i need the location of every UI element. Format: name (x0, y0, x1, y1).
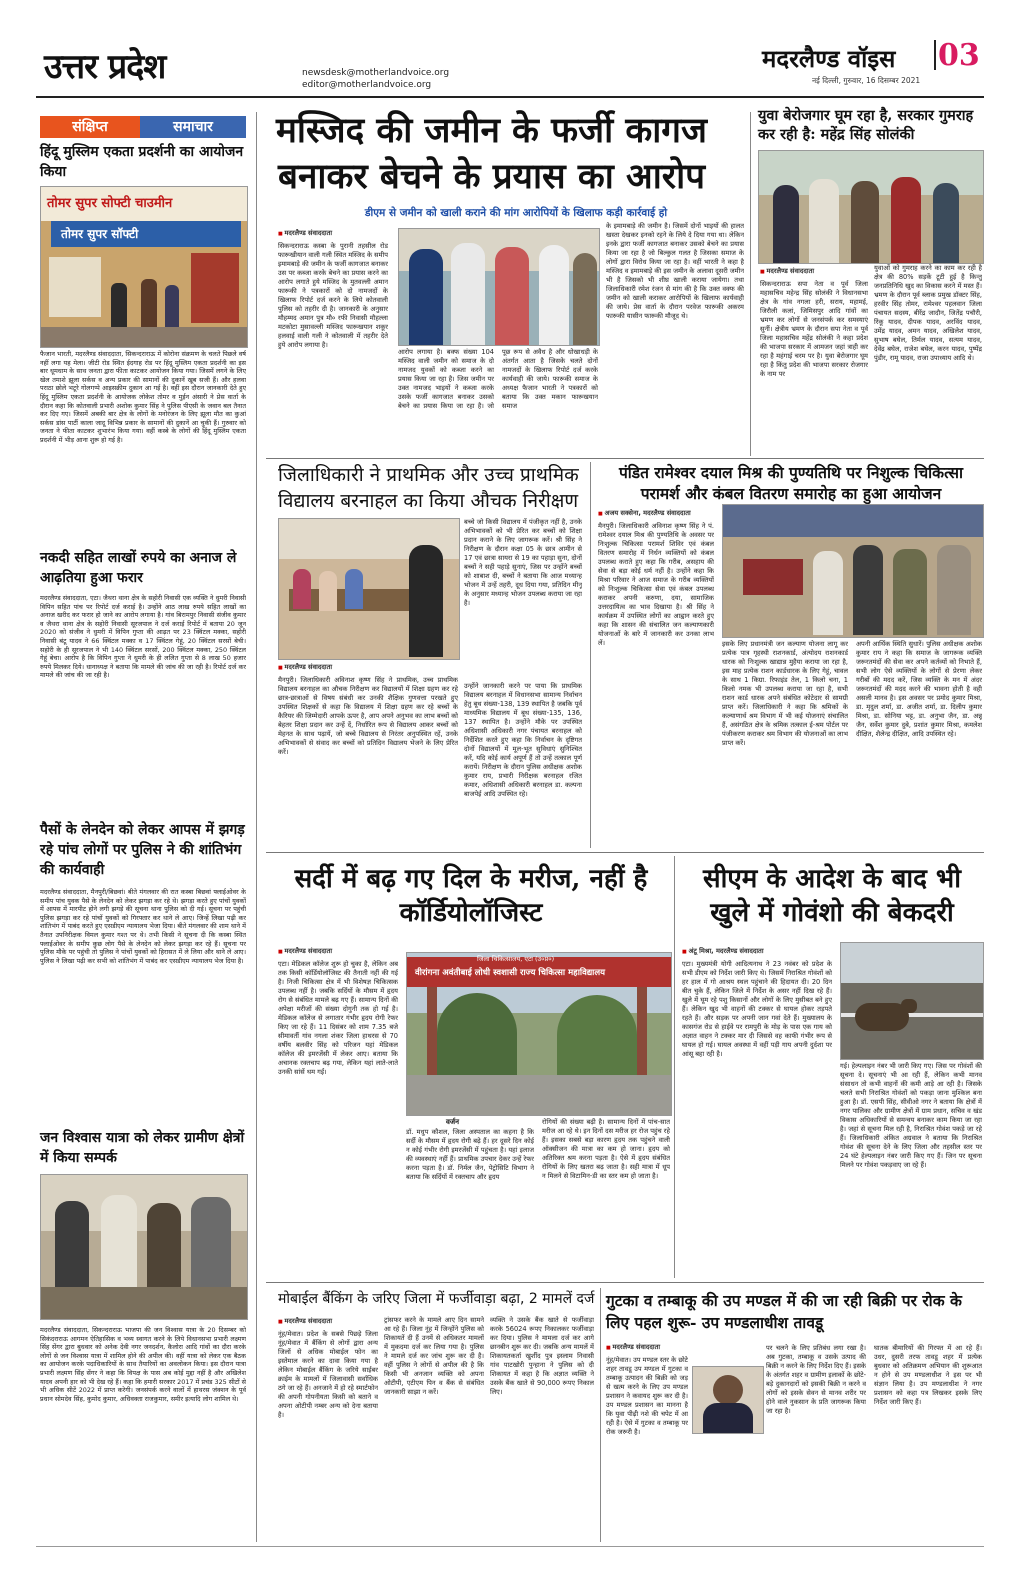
pandit-col2: इसके लिए प्रधानमंत्री जन कल्याण योजना लागू कर प्रत्येक पात्र गृहस्थी राशनकार्ड, अंत्योदय राशनकार्ड धारक को निःशुल्क खाद्यान्न मुहैया कराया जा रहा है, इस माह प्रत्येक राशन कार्डधारक के लिए गेहूं, चावल के साथ 1 किग्रा. रिफाइंड तेल, 1 किलो चना, 1 किलो नमक भी उपलब्ध कराया जा रहा है, सभी राशन कार्ड धारक अपने संबंधित कोटेदार से सामग्री प्राप्त करें। जिलाधिकारी ने कहा कि श्रमिकों के कल्याणार्थ श्रम विभाग में भी कई योजनाएं संचालित हैं, असंगठित क्षेत्र के श्रमिक तत्काल ई-श्रम पोर्टल पर पंजीकरण कराकर श्रम विभाग की योजनाओं का लाभ प्राप्त करें। (722, 640, 848, 747)
cow-col1: एटा। मुख्यमंत्री योगी आदित्यनाथ ने 23 नवंबर को प्रदेश के सभी डीएम को निर्देश जारी किए थे। जिसमें निराश्रित गोवंशों को हर हाल में गो आश्रय स्थल पहुंचाने की हिदायत दी। 20 दिन बीत चुके हैं, लेकिन जिले में निर्देश के असर नहीं दिख रहे हैं। खुले में घूम रहे पशु किसानों और लोगों के लिए मुसीबत बने हुए हैं। लेकिन खुद भी वाहनों की टक्कर से घायल होकर तड़पते रहते हैं। और सड़क पर अपनी जान गवां देते हैं। मुख्यालय के कासगंज रोड से हाईवे पर रामपुरी के मोड़ के पास एक गाय को अज्ञात वाहन ने टक्कर मार दी जिससे वह काफी गंभीर रूप से घायल हो गई। घायल अवस्था में वहीं पड़ी गाय अपनी दुर्दशा पर आंसू बहा रही है। (682, 960, 832, 1058)
mid-rule-1 (266, 458, 984, 459)
lead-photo (398, 228, 600, 346)
footer-rule (36, 1546, 984, 1547)
gutka-photo (692, 1366, 764, 1434)
cow-photo (840, 942, 984, 1060)
header-rule (36, 96, 984, 98)
brief-2-text: मदरलैण्ड संवाददाता, एटा। जैथरा थाना क्षेत्र के सहोरी निवासी एक व्यक्ति ने धुमरी निवासी विपिन सहित पांच पर रिपोर्ट दर्ज कराई है। उन्होंने आठ लाख रुपये सहित लाखों का अनाज खरीद कर फरार हो जाने का आरोप लगाया है। गांव बिरामपुर निवासी संजीव कुमार व जैथरा थाना क्षेत्र के सहोरी निवासी सूरजपाल ने दर्ज कराई रिपोर्ट में बताया 20 जून 2020 को संजीव ने धुमरी में विपिन गुप्ता की आढ़त पर 23 क्विंटल मक्का, सहोरी निवासी बंटू यादव ने 66 क्विंटल मक्का व 17 क्विंटल गेहूं, 20 क्विंटल सरसों बेची। सहोरी के ही सूरजपाल ने भी 140 क्विंटल सरसों, 200 क्विंटल मक्का, 250 क्विंटल गेहूं बेचा। आरोप है कि विपिन गुप्ता ने धुमरी के ही ललित गुप्ता से 8 लाख 50 हजार रुपये मिलकर दिये। धानाध्यक्ष ने बताया कि मामले की जांच की जा रही है। रिपोर्ट दर्ज कर मामले की जांच की जा रही है। (40, 594, 246, 680)
pandit-col3: अपनी आर्थिक स्थिति सुधारें। पुलिस अधीक्षक अशोक कुमार राय ने कहा कि समाज के जागरूक व्यक्ति जरूरतमंदों की सेवा कर अपने कर्तव्यों को निभाते हैं, सभी लोग ऐसे व्यक्तियों के लोगों से प्रेरणा लेकर गरीबों की मदद करें, जिस व्यक्ति के मन में अंदर जरूरतमंदों की मदद करने की भावना होती है वही असली मानव है। इस अवसर पर प्रमोद कुमार मिश्रा, डा. मृदुल शर्मा, डा. अजीत शर्मा, डा. दिलीप कुमार मिश्रा, डा. सोनिया भट्ट, डा. अनुभा जैन, डा. अन्नू जैन, सर्वेश कुमार दुबे, प्रशांत कुमार मिश्रा, कमलेश दीक्षित, शैलेन्द्र दीक्षित, आदि उपस्थित रहे। (856, 640, 982, 738)
brief-4-title: जन विश्वास यात्रा को लेकर ग्रामीण क्षेत्रों में किया सम्पर्क (40, 1130, 245, 1166)
brief-3-text: मदरलैण्ड संवाददाता, मैनपुरी/बिछवां। बीते मंगलवार की रात कस्बा बिछवां फ्लाईओवर के समीप पांच युवक पैसे के लेनदेन को लेकर झगड़ा कर रहे थे। झगड़ा करते हुए पांचों युवकों में आपस में मारपीट होने लगी झगड़े की सूचना थाना पुलिस को दी गई। सूचना पर पहुंची पुलिस झगड़ा कर रहे पांचों युवकों को गिरफ्तार कर थाने ले आए। जिन्हें लिखा पढ़ी कर शांतिभंग में पाबंद करते हुए एसडीएम न्यायालय भेजा दिया। बीते मंगलवार की शाम थाने में तैनात उपनिरीक्षक विमल कुमार गश्त पर थे। तभी किसी ने सूचना दी कि कस्बा स्थित फ्लाईओवर के समीप कुछ लोग पैसे के लेनदेन को लेकर झगड़ा कर रहे हैं। सूचना पर पुलिस मौके पर पहुंची तो पुलिस ने पांचों युवकों को हिरासत में ले लिया और थाने ले आए। पुलिस ने लिखा पढ़ी कर सभी को शांतिभंग में पाबंद कर एसडीएम न्यायालय भेज दिया है। (40, 888, 246, 965)
heart-divider (674, 856, 675, 1278)
section-title: उत्तर प्रदेश (44, 47, 166, 87)
hospital-sign-top: जिला चिकित्सालय, एटा (उ०प्र०) (477, 955, 555, 963)
lead-col2: आरोप लगाया है। बक्फ संख्या 104 मस्जिद वाली जमीन को समाज के दो नामजद युवकों को कब्जा करने का प्रयास किया जा रहा है। जिस जमीन पर उक्त नामजद भाइयों ने कब्जा करके उसके फर्जी कागजात बनाकर उसको बेचने का प्रयास किया जा रहा है। जो पूछ रूप से अवैध है और धोखाधड़ी के अंतर्गत आता है जिसके चलते दोनों नामजदों के खिलाफ रिपोर्ट दर्ज करके कार्यवाही की जाये। फारूकी समाज के अध्यक्ष फैजान भारती ने पत्रकारों को बताया कि उक्त मकान फारूखयान समाज (398, 348, 598, 410)
heart-photo (406, 952, 672, 1116)
stall-sign-1: तोमर सुपर सोफ्टी चाउमीन (47, 196, 173, 211)
gutka-col1: नूंह/मेवात। उप मण्डल स्तर के छोटे शहर तावडू उप मण्डल में गुटका व तम्बाकू उत्पादन की बिक्री को जड़ से खत्म करने के लिए उप मण्डल प्रशासन ने कवायद शुरू कर दी है। उप मण्डल प्रशासन का मानना है कि युवा पीढ़ी नशे की चपेट में आ रही है। ऐसे में गुटका व तम्बाकू पर रोक जरूरी है। (606, 1356, 688, 1436)
brief-2-title: नकदी सहित लाखों रुपये का अनाज ले आढ़तिया हुआ फरार (40, 550, 237, 586)
lead-col1: सिकन्दराराऊ कस्बा के पुरानी तहसील रोड फारूखीयान वाली गली स्थित मस्जिद के समीप इमामबाड़े की जमीन के फर्जी कागजात बनाकर उस पर कब्जा करके बेचने का प्रयास करने का आरोप लगाते हुये मस्जिद के मुतवल्ली अमान फारूकी ने पत्रकारों को दो नामजदों के खिलाफ रिपोर्ट दर्ज करने के लिये कोतवाली पुलिस को तहरीर दी है। जानकारी के अनुसार मौहम्मद अमान पुत्र मौ० रफी निवासी मौहल्ला मटकोटा मुसावल्ली मस्जिद फारूखयान शकूर हलवाई वाली गली ने कोतवाली में तहरीर देते हुये आरोप लगाया है। (278, 242, 388, 349)
lead-col3: के इमामबाड़े की जमीन है। जिसमें दोनों भाइयों की हालत खस्ता देखकर इनको रहने के लिये दे दिया गया था। लेकिन इनके द्वारा फर्जी कागजात बनाकर उसको बेचने का प्रयास किया जा रहा है जो बिल्कुल गलत है जिसका समाज के लोगों द्वारा विरोध किया जा रहा है। वहीं भारती ने कहा है मस्जिद व इमामबाड़े की इस जमीन के अलावा दूसरी जमीन भी है जिसको भी शीघ्र खाली कराया जायेगा। तथा जिलाधिकारी रमेश रंजन से मांग की है कि उक्त वक्फ की जमीन को खाली कराकर आरोपियों के खिलाफ कार्यवाही की जाये। प्रेस वार्ता के दौरान परवेज फारूकी अकरम फारूकी यासीन फारूकी मौजूद थे। (606, 222, 744, 320)
heart-col2: डॉ. मधुप कौशल, जिला अस्पताल का कहना है कि सर्दी के मौसम में हृदय रोगी बढ़े हैं। हर दूसरे दिन कोई न कोई गंभीर रोगी इमरजेंसी में पहुंचता है। यहां इलाज की व्यवस्थाएं नहीं हैं। प्राथमिक उपचार देकर उन्हें रेफर करना पड़ता है। डॉ. निर्मल जैन, पेट्रोसिटि विभाग ने बताया कि सर्दियों में रक्तचाप और हृदय (406, 1128, 534, 1181)
dm-divider (590, 462, 591, 848)
brand-divider (934, 40, 936, 70)
pandit-col1: मैनपुरी। जिलाधिकारी अविनाश कृष्ण सिंह ने पं. रामेश्वर दयाल मिश्र की पुण्यतिथि के अवसर पर निःशुल्क चिकित्सा परामर्श शिविर एवं कंबल वितरण समारोह में निर्धन व्यक्तियों को कंबल उपलब्ध कराते हुए कहा कि गरीब, असहाय की सेवा से बड़ा कोई धर्म नहीं है। उन्होंने कहा कि मिश्रा परिवार ने आज समाज के गरीब व्यक्तियों को निःशुल्क चिकित्सा सेवा एवं कंबल उपलब्ध कराकर अपनी करुणा, दया, सामाजिक उत्तरदायित्व का भाव दिखाया है। श्री सिंह ने कार्यक्रम में उपस्थित लोगों का आह्वान करते हुए कहा कि शासन की संचालित जन कल्याणकारी योजनाओं के बारे में जानकारी कर उनका लाभ लें। (598, 522, 714, 647)
sidebar-divider (256, 112, 257, 1542)
fraud-title: मोबाईल बैंकिंग के जरिए जिला में फर्जीवाड़ा बढ़ा, 2 मामलें दर्ज (278, 1291, 595, 1307)
cow-title: सीएम के आदेश के बाद भी खुले में गोवंशो की बेकदरी (703, 864, 961, 928)
dm-byline: ■ मदरलैण्ड संवाददाता (278, 662, 458, 671)
brief-4-photo (40, 1174, 248, 1320)
right-top-title: युवा बेरोजगार घूम रहा है, सरकार गुमराह कर रही है: महेंद्र सिंह सोलंकी (758, 107, 974, 143)
pandit-title: पंडित रामेश्वर दयाल मिश्र की पुण्यतिथि पर निशुल्क चिकित्सा परामर्श और कंबल वितरण समारोह का हुआ आयोजन (618, 463, 964, 503)
pandit-byline: ■ अजय सक्सेना, मदरलैण्ड संवाददाता (598, 508, 714, 517)
brief-1-text: फैजान भारती, मदरलैण्ड संवाददाता, सिकन्दराराऊ में कोरोना संक्रमण के चलते पिछले वर्ष नहीं लगा यह मेला। जीटी रोड स्थित ईदगाह रोड पर हिंदू मुस्लिम एकता प्रदर्शनी का इस बार धूमधाम के साथ जनता द्वारा फीता काटकर आयोजन किया गया। जिसमें लगने के लिए खेल तमाशे झूला सर्कस व अन्य प्रकार की सामानों की दुकानें खूब सजी हैं। और हलवा पराठा छोले भटूरे गोलगप्पे आइसक्रीम दुकान आ गई है। वहीं इस दौरान जानकारी देते हुए हिंदू मुस्लिम एकता प्रदर्शनी के आयोजक लोकेश तोमर व मुईन अंसारी ने प्रेस वार्ता के दौरान कहा कि कोतवाली प्रभारी अशोक कुमार सिंह ने पुलिस पीएसी के जवान बल तैनात कर दिए गए। जिसमें अबकी बार क्षेत्र के लोगों के मनोरंजन के लिए झूला मौत का कुआं सर्कस डांस पार्टी काला जादू विभिन्न प्रकार के सामानों की दुकानें आ चुकी हैं। गुरुवार को जनता ने फीता काटकर शुभारंभ किया गया। वहीं कस्बे के लोगों की हिंदू मुस्लिम एकता प्रदर्शनी में भीड़ आना शुरू हो गई है। (40, 350, 246, 444)
dm-col-top: बच्चे जो किसी विद्यालय में पंजीकृत नहीं है, उनके अभिभावकों को भी प्रेरित कर बच्चों को शिक्षा प्रदान कराने के लिए जागरूक करें। श्री सिंह ने निरीक्षण के दौरान कक्षा 05 के छात्र आमीन से 17 एवं छात्रा सायरा से 19 का पहाड़ा सुना, दोनों बच्चों ने सही पहाड़े सुनाएं, जिस पर उन्होंने बच्चों को शाबाश दी, बच्चों ने बताया कि आज मध्यान्ह भोजन में उन्हें तहरी, दूध दिया गया, प्रतिदिन मीनू के अनुसार मध्यान्ह भोजन उपलब्ध कराया जा रहा है। (464, 518, 582, 607)
cow-byline: ■ अंटू मिश्रा, मदरलैण्ड संवाददाता (682, 946, 832, 955)
right-top-col2: युवाओं को गुमराह करने का काम कर रही है क्षेत्र की 80% सड़कें टूटी हुई है किन्तु जनप्रतिनिधि खुद का विकास करने में मस्त हैं। भ्रमण के दौरान पूर्व ब्लाक प्रमुख डॉक्टर सिंह, हरवीर सिंह तोमर, रामेश्वर पहलवान जिला पंचायत सदस्य, बीरेंद्र जादौन, जितेंद्र पचौरी, रिंकू यादव, दीपक यादव, अरविंद यादव, उमेंद्र यादव, अमन यादव, अखिलेश यादव, सुभाष बघेल, तिर्मल यादव, सत्यम यादव, देवेंद्र बघेल, राजेश बघेल, करन यादव, पुष्पेंद्र पुंडीर, रामू यादव, राजा उपाध्याय आदि थे। (874, 264, 982, 362)
mid-rule-2 (266, 852, 984, 853)
dm-col-bottom: उन्होंने जानकारी करने पर पाया कि प्राथमिक विद्यालय बरनाहल में विधानसभा सामान्य निर्वाचन हेतु बूथ संख्या-138, 139 स्थापित है जबकि पूर्व माध्यमिक विद्यालय में बूथ संख्या-135, 136, 137 स्थापित है। उन्होंने मौके पर उपस्थित अधिशासी अधिकारी नगर पंचायत बरनाहल को निर्देशित करते हुए कहा कि निर्वाचन के दृष्टिगत दोनों विद्यालयों में मूल-भूत सुविधाएं सुनिश्चित करें, यदि कोई कार्य अपूर्ण हैं तो उन्हें तत्काल पूर्ण करायें। निरीक्षण के दौरान पुलिस अधीक्षक अशोक कुमार राय, प्रभारी निरीक्षक बरनाहल रजित कमार, अधिशासी अधिकारी बरनाहल डा. कल्पना बाजपेई आदि उपस्थित रहे। (464, 682, 582, 798)
gutka-col2: पर चलने के लिए प्रतिबंध लगा रखा है। अब गुटका, तम्बाकू व उसके उत्पाद की बिक्री न करने के लिए निर्देश दिए हैं। इसके के अंतर्गत शहर व ग्रामीण इलाकों के छोटे-बड़े दुकानदारों को इसकी बिक्री न करने व लोगों को इसके सेवन से मानव शरीर पर होने वाले नुकसान के प्रति जागरूक किया जा रहा है। (766, 1344, 866, 1415)
email-newsdesk[interactable]: newsdesk@motherlandvoice.org (302, 68, 450, 78)
hospital-sign: वीरांगना अवंतीबाई लोधी स्वशासी राज्य चिकित्सा महाविद्यालय (415, 968, 606, 978)
stall-sign-2: तोमर सुपर सॉफ्टी (61, 227, 139, 241)
dm-photo (278, 518, 460, 660)
lead-title-line2: बनाकर बेचने के प्रयास का आरोप (278, 156, 706, 197)
heart-title: सर्दी में बढ़ गए दिल के मरीज, नहीं है कॉर्डियोलॉजिस्ट (294, 864, 648, 928)
brand-name: मदरलैण्ड वॉइस (762, 44, 896, 73)
right-top-photo (758, 150, 984, 264)
right-top-col1: सिकन्दराराऊ सपा नेता व पूर्व जिला महासचिव महेन्द्र सिंह सोलंकी ने विधानसभा क्षेत्र के गांव नगला हरी, सराय, महामई, जिरौली कलां, जिमिसपुर आदि गांवों का भ्रमण कर लोगों से जनसंपर्क कर समस्याएं सुनीं। क्षेत्रीय भ्रमण के दौरान सपा नेता व पूर्व जिला महासचिव महेंद्र सोलंकी ने कहा प्रदेश की भाजपा सरकार में आमजन जहां त्राही कर रहा है महंगाई चरम पर है। युवा बेरोजगार घूम रहा है किंतु प्रदेश की भाजपा सरकार रोजगार के नाम पर (760, 280, 868, 378)
brief-3-title: पैसों के लेनदेन को लेकर आपस में झगड़ रहे पांच लोगों पर पुलिस ने की शांतिभंग की कार्यवाही (40, 822, 245, 878)
dm-body: मैनपुरी। जिलाधिकारी अविनाश कृष्ण सिंह ने प्राथमिक, उच्च प्राथमिक विद्यालय बरनाहल का औचक निरीक्षण कर विद्यालयों में शिक्षा ग्रहण कर रहे छात्र-छात्राओं से विषय संबंधी कर उनकी शैक्षिक गुणवत्ता परखते हुए उपस्थित शिक्षकों से कहा कि विद्यालय में शिक्षा ग्रहण कर रहे बच्चों के कैरियर की जिम्मेदारी आपके ऊपर है, आप अपने अनुभव का लाभ बच्चों को बेहतर शिक्षा प्रदान कर उन्हें दें, निर्धारित रूप से विद्यालय आकर बच्चों को मेहनत के साथ पढ़ायें, जो बच्चे विद्यालय से निरंतर अनुपस्थित रहें, उनके अभिभावकों से संवाद कर बच्चों को प्रतिदिन विद्यालय भेजने के लिए प्रेरित करें। (278, 676, 458, 756)
lead-divider (750, 112, 751, 456)
lead-subtitle: डीएम से जमीन को खाली कराने की मांग आरोपियों के खिलाफ कड़ी कार्रवाई हो (364, 207, 668, 219)
mid-rule-3 (266, 1282, 984, 1283)
fraud-byline: ■ मदरलैण्ड संवाददाता (278, 1316, 378, 1325)
brief-4-text: मदरलैण्ड संवाददाता, सिकन्दराराऊ भाजपा की जन विश्वास यात्रा के 20 दिसम्बर को सिकंदराराऊ आगमन ऐतिहासिक व भव्य स्वागत करने के लिये विधानसभा प्रभारी लक्ष्मण सिंह सेंगर द्वारा बुधवार को अनेक देवी नगर जनदर्शन, कैलोरा आदि गांवों का दौरा करके लोगों से जन विश्वास यात्रा में शामिल होने की अपील की। वहीं यात्रा को लेकर एक बैठक का आयोजन करके पदाधिकारियों के साथ तैयारियों का अवलोकन किया। इस दौरान यात्रा प्रभारी लक्ष्मण सिंह सेंगर ने कहा कि विपक्ष के पास अब कोई मुद्दा नहीं है और अखिलेश यादव अपनी हार को भी देख रहे हैं। कहा कि हमारी सरकार 2017 में प्रचंड 325 सीटों से भी अधिक सीटें 2022 में प्राप्त करेगी। जनसंपर्क करने वालों में हाथरस जंक्शन के पूर्व प्रधान सोमदेव सिंह, कुमोद कुमार, अधिवक्ता राजकुमार, समीर इत्यादि लोग शामिल थे। (40, 1326, 246, 1403)
fraud-col1: नूंह/मेवात। प्रदेश के सबसे पिछड़े जिला नूंह/मेवात में बैंकिंग से लोगों द्वारा अन्य जिलों से अधिक मोबाईल फोन का इस्तेमाल करने का दावा किया गया है लेकिन मोबाईल बैंकिंग के जरिये साईबर क्राईम के मामलों में जिलावासी सर्वाधिक ठगे जा रहे हैं। अनजाने में हो रहे स्मार्टफोन की अपनी गोपनीयता किसी को बताने व अपना ओटीपी नम्बर अन्य को देना बताया है। (278, 1330, 378, 1419)
brief-tag-right: समाचार (140, 116, 246, 138)
gutka-col3: घातक बीमारियों की गिरफ्त में आ रहे हैं। उधर, दुसरी तरफ तावडू शहर में प्रत्येक बुधवार को अतिक्रमण अभियान की शुरूआत न होने से उप मण्डलाधीश ने इस पर भी संज्ञान लिया है। उप मण्डलाधीश ने नगर प्रशासन को कहा पत्र लिखकर इसके लिए निर्देश जारी किए हैं। (874, 1344, 982, 1406)
heart-col3: रोगियों की संख्या बढ़ी है। सामान्य दिनों में पांच-सात मरीज आ रहे थे। इन दिनों दस मरीज हर रोज पहुंच रहे हैं। इसका सबसे बड़ा कारण हृदय तक पहुंचने वाली ऑक्सीजन की मात्रा का कम हो जाना। हृदय को अतिरिक्त श्रम करना पड़ता है। ऐसे में हृदय संबंधित रोगियों के लिए खतरा बढ़ जाता है। सही मात्रा में धूप न मिलने से विटामिन-डी का स्तर कम हो जाता है। (542, 1118, 670, 1180)
gutka-title: गुटका व तम्बाकू की उप मण्डल में की जा रही बिक्री पर रोक के लिए पहल शुरू- उप मण्डलाधीश तावडू (606, 1291, 962, 1332)
fraud-col2: ट्रांसफर करने के मामले आए दिन सामने आ रहे हैं। जिला नूंह में जिन्होंने पुलिस को शिकायतें दी हैं उनमें से अधिकतर मामलों में मुकदमा दर्ज कर लिया गया है। पुलिस ने मामले दर्ज कर जांच शुरू कर दी है। वहीं पुलिस ने लोगों से अपील की है कि किसी भी अनजान व्यक्ति को अपना ओटीपी, एटीएम पिन व बैंक से संबंधित जानकारी साझा न करें। (384, 1316, 484, 1396)
gutka-byline: ■ मदरलैण्ड संवाददाता (606, 1342, 716, 1351)
email-editor[interactable]: editor@motherlandvoice.org (302, 80, 432, 90)
fraud-divider (600, 1288, 601, 1542)
brief-tag (40, 116, 246, 138)
right-top-byline: ■ मदरलैण्ड संवाददाता (760, 266, 870, 275)
dm-title: जिलाधिकारी ने प्राथमिक और उच्च प्राथमिक विद्यालय बरनाहल का किया औचक निरीक्षण (278, 464, 579, 512)
cow-col2: गई। हेल्पलाइन नंबर भी जारी किए गए। जिस पर गोवंशों की सूचना दे। सूचनाएं भी आ रही हैं, लेकिन कभी मानव संसाधन तो कभी वाहनों की कमी आड़े आ रही है। जिसके चलते सभी निराश्रित गोवंशों को पकड़ा जाना मुश्किल बना हुआ है। डॉ. एसपी सिंह, सीवीओ नगर ने बताया कि क्षेत्रों में नगर पालिका और ग्रामीण क्षेत्रों में ग्राम प्रधान, सचिव व खंड विकास अधिकारियों से समन्वय बनाकर काम किया जा रहा है। जहां से सूचना मिल रही है, निराश्रित गोवंश पकड़े जा रहे हैं। जिलाधिकारी अंकित अग्रवाल ने बताया कि निराश्रित गोवंश की सूचना देने के लिए जिला और तहसील स्तर पर 24 घंटे हेल्पलाइन नंबर जारी किए गए हैं। जिन पर सूचना मिलने पर गोवंश पकड़वाए जा रहे हैं। (840, 1062, 982, 1169)
brief-1-title: हिंदू मुस्लिम एकता प्रदर्शनी का आयोजन किया (40, 144, 244, 180)
page-number: 03 (938, 38, 980, 73)
lead-byline: ■ मदरलैण्ड संवाददाता (278, 228, 388, 237)
lead-title-line1: मस्जिद की जमीन के फर्जी कागज (276, 110, 707, 151)
dateline: नई दिल्ली, गुरुवार, 16 दिसम्बर 2021 (812, 76, 921, 85)
heart-photo-caption: वर्जन (446, 1118, 459, 1126)
brief-tag-left: संक्षिप्त (40, 116, 140, 138)
heart-byline: ■ मदरलैण्ड संवाददाता (278, 946, 398, 955)
fraud-col3: व्यक्ति ने उसके बैंक खाते से फर्जीवाड़ा करके 56024 रूपए निकालकर फर्जीवाड़ा कर दिया। पुलिस ने मामला दर्ज कर आगे छानबीन शुरू कर दी। जबकि अन्य मामलें में शिकायतकर्ता खुर्शीद पुत्र इस्लाम निवासी गांव पाटखोरी पुन्हाना ने पुलिस को दी शिकायत में कहा है कि अज्ञात व्यक्ति ने उसके बैंक खाते से 90,000 रूपए निकाल लिए। (490, 1316, 594, 1396)
heart-col1: एटा। मेडिकल कॉलेज शुरू हो चुका है, लेकिन अब तक किसी कॉर्डियोलॉजिस्ट की तैनाती नहीं की गई है। निजी चिकित्सा क्षेत्र में भी विशेषज्ञ चिकित्सक उपलब्ध नहीं है। जबकि सर्दियों के मौसम में हृदय रोग से संबंधित मामले बढ़ गए हैं। सामान्य दिनों की अपेक्षा मरीजों की संख्या दोगुनी तक हो गई है। मेडिकल कॉलेज से लगातार गंभीर हृदय रोगी रेफर किए जा रहे हैं। 11 दिसंबर को शाम 7.35 बजे सीमावर्ती गांव नगला शंकर जिला हाथरस से 70 वर्षीय बलवीर सिंह को परिजन यहां मेडिकल कॉलेज की इमरजेंसी में लेकर आए। बताया कि अचानक रक्तचाप बढ़ गया, लेकिन यहां लाते-लाते उनकी सांसें थम गईं। (278, 960, 398, 1076)
pandit-photo (722, 504, 984, 638)
brief-1-photo (40, 186, 248, 348)
